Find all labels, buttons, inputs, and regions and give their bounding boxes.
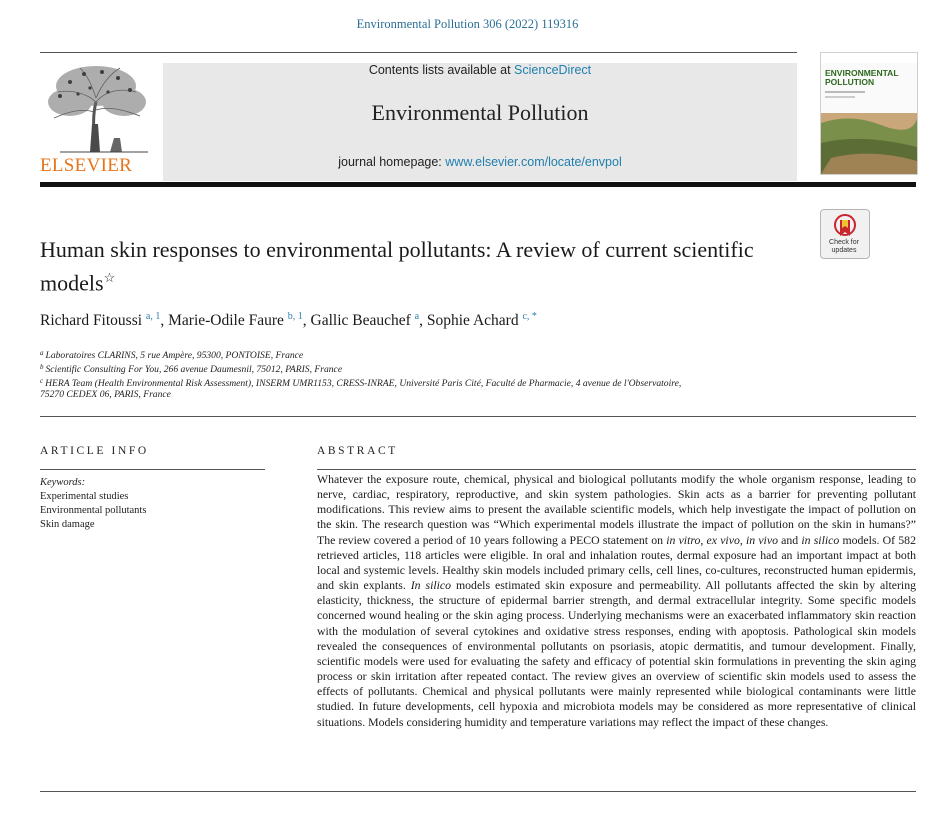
homepage-prefix: journal homepage: [338, 155, 446, 169]
cover-title-line2: POLLUTION [825, 77, 875, 87]
author-affiliation-mark[interactable]: a, 1 [145, 311, 161, 322]
affiliation-c-continued [40, 388, 840, 402]
author-separator: , [302, 312, 311, 329]
journal-homepage-link[interactable]: www.elsevier.com/locate/envpol [445, 155, 622, 169]
abstract-italic-term: in vitro [666, 532, 701, 547]
author-name[interactable]: Gallic Beauchef [310, 312, 411, 329]
abstract-segment: models estimated skin exposure and permeability. All pollutants affected the skin by altering elasticity, thickness, the structure of epidermal barrier strength, and dermal extracellular integrity. Some specific models concerned wound healing or the skin aging process. Underlying mechanisms were an exacerbated inflammatory skin reaction with the modulation of several cytokines and oxidative stress responses, ending with apoptosis. Pathological skin models revealed the consequences of environmental pollutants on psoriasis, atopic dermatitis, and tumour development. Finally, scientific models were used for evaluating the safety and efficacy of potential skin formulations in preventing the skin aging process or skin irritation after repeated contact. The review gives an overview of scientific skin models used to assess the effects of pollutants. Chemical and physical pollutants were mainly represented while biological contaminants were little studied. In future developments, cell hypoxia and microbiota models may be considered as more representative of clinical situations. Models considering humidity and temperature variations may reflect the impact of these changes. [317, 578, 916, 729]
abstract-text [317, 472, 916, 730]
affiliation-mark: c [40, 377, 44, 385]
author-separator: , [160, 312, 169, 329]
author-separator: , [419, 312, 427, 329]
updates-label-line2: updates [831, 247, 857, 254]
sciencedirect-link[interactable]: ScienceDirect [514, 63, 592, 77]
publisher-wordmark: ELSEVIER [40, 155, 133, 176]
journal-name: Environmental Pollution [371, 100, 589, 125]
title-footnote-star[interactable]: ☆ [103, 270, 116, 285]
abstract-italic-term: ex vivo [706, 532, 740, 547]
cover-landscape-image [821, 113, 917, 174]
article-info-heading: ARTICLE INFO [40, 445, 149, 457]
contents-line [163, 63, 797, 77]
abstract-rule [317, 469, 916, 470]
bottom-divider [40, 791, 916, 792]
cover-top-strip [821, 53, 917, 63]
author-list [40, 311, 840, 330]
keyword: Skin damage [40, 519, 95, 530]
bookmark-ribbon-icon [834, 214, 856, 240]
abstract-italic-term: in vivo [745, 532, 778, 547]
affiliation-text: Laboratoires CLARINS, 5 rue Ampère, 95300, PONTOISE, France [45, 350, 304, 361]
author-affiliation-mark[interactable]: a [414, 311, 420, 322]
abstract-italic-term: In silico [410, 578, 452, 593]
header-divider [40, 52, 797, 53]
affiliation-text: 75270 CEDEX 06, PARIS, France [40, 389, 171, 400]
contents-prefix: Contents lists available at [368, 63, 515, 77]
homepage-line [163, 155, 797, 169]
abstract-segment: Whatever the exposure route, chemical, physical and biological pollutants modify the whole organism response, leading to nerve, cardiac, respiratory, reproductive, and skin system pathologies. Skin acts as a barrier for preventing pollutant modifications. This review aims to present the available scientific models, which help investigate the impact of pollution on the skin. The research question was “Which experimental models illustrate the impact of pollution on the skin in humans?” The review covered a period of 10 years following a PECO statement on [317, 472, 916, 547]
affiliation-text: HERA Team (Health Environmental Risk Assessment), INSERM UMR1153, CRESS-INRAE, Université Paris Cité, Faculté de Pharmacie, 4 avenue de l'Observatoire, [45, 378, 682, 389]
elsevier-tree-icon [40, 62, 155, 157]
abstract-segment: and [777, 532, 802, 547]
article-title [40, 236, 800, 297]
keywords-label: Keywords: [40, 477, 86, 488]
author-affiliation-mark[interactable]: c, * [522, 311, 537, 322]
updates-label-line1: Check for [829, 239, 859, 246]
cover-title-line1: ENVIRONMENTAL [825, 68, 899, 78]
abstract-heading: ABSTRACT [317, 445, 398, 457]
elsevier-logo[interactable] [40, 62, 155, 177]
author-name[interactable]: Sophie Achard [426, 312, 519, 329]
author-name[interactable]: Richard Fitoussi [40, 312, 143, 329]
abstract-segment: , [739, 532, 746, 547]
author-name[interactable]: Marie-Odile Faure [168, 312, 284, 329]
abstract-italic-term: in silico [801, 532, 840, 547]
affiliation-text: Scientific Consulting For You, 266 avenue Daumesnil, 75012, PARIS, France [45, 364, 343, 375]
journal-citation[interactable]: Environmental Pollution 306 (2022) 119316 [356, 17, 579, 31]
keyword: Experimental studies [40, 491, 129, 502]
affiliation-mark: a [40, 349, 44, 357]
article-info-rule [40, 469, 265, 470]
author-affiliation-mark[interactable]: b, 1 [287, 311, 303, 322]
header-thick-rule [40, 182, 916, 187]
check-for-updates-label[interactable] [820, 239, 868, 255]
cover-text-bar [825, 96, 855, 98]
affiliation-mark: b [40, 363, 44, 371]
abstract-segment: models. Of 582 retrieved articles, 118 articles were eligible. In oral and inhalation routes, dermal exposure had an important impact at both local and systemic levels. Healthy skin models included primary cells, cell lines, co-cultures, reconstructed human epidermis, and skin explants. [317, 532, 916, 593]
abstract-segment: , [700, 532, 707, 547]
keyword: Environmental pollutants [40, 505, 147, 516]
section-divider [40, 416, 916, 417]
cover-text-bar [825, 91, 865, 93]
article-title-text: Human skin responses to environmental pollutants: A review of current scientific models [40, 237, 754, 296]
journal-cover[interactable] [820, 52, 918, 175]
